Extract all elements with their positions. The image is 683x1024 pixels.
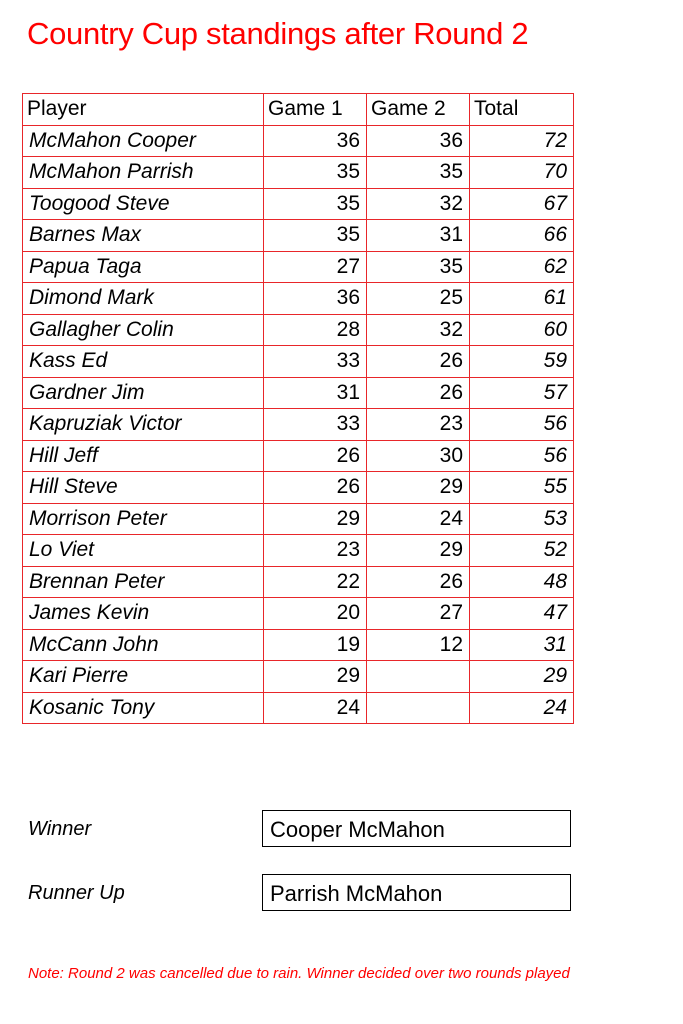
header-player: Player	[23, 94, 264, 126]
game-1-cell: 29	[264, 503, 367, 535]
player-cell: Gallagher Colin	[23, 314, 264, 346]
table-row	[23, 188, 574, 220]
total-cell: 59	[470, 346, 574, 378]
footnote: Note: Round 2 was cancelled due to rain. Winner decided over two rounds played	[28, 965, 570, 982]
game-2-cell	[367, 661, 470, 693]
game-2-cell: 32	[367, 188, 470, 220]
game-1-cell: 35	[264, 157, 367, 189]
game-2-cell: 26	[367, 566, 470, 598]
player-cell: Gardner Jim	[23, 377, 264, 409]
total-cell: 52	[470, 535, 574, 567]
game-2-cell: 12	[367, 629, 470, 661]
table-row	[23, 346, 574, 378]
game-2-cell: 25	[367, 283, 470, 315]
total-cell: 57	[470, 377, 574, 409]
runner-up-label: Runner Up	[28, 882, 125, 904]
total-cell: 29	[470, 661, 574, 693]
player-cell: James Kevin	[23, 598, 264, 630]
game-1-cell: 23	[264, 535, 367, 567]
table-row	[23, 535, 574, 567]
game-2-cell: 30	[367, 440, 470, 472]
game-2-cell: 31	[367, 220, 470, 252]
header-game-1: Game 1	[264, 94, 367, 126]
total-cell: 55	[470, 472, 574, 504]
game-2-cell: 24	[367, 503, 470, 535]
game-1-cell: 31	[264, 377, 367, 409]
game-1-cell: 24	[264, 692, 367, 724]
game-1-cell: 29	[264, 661, 367, 693]
player-cell: McMahon Parrish	[23, 157, 264, 189]
game-1-cell: 36	[264, 125, 367, 157]
total-cell: 56	[470, 409, 574, 441]
table-row	[23, 377, 574, 409]
total-cell: 61	[470, 283, 574, 315]
game-1-cell: 36	[264, 283, 367, 315]
total-cell: 47	[470, 598, 574, 630]
game-1-cell: 22	[264, 566, 367, 598]
player-cell: Lo Viet	[23, 535, 264, 567]
table-row	[23, 251, 574, 283]
game-1-cell: 35	[264, 220, 367, 252]
game-2-cell	[367, 692, 470, 724]
winner-box: Cooper McMahon	[262, 810, 571, 847]
game-1-cell: 28	[264, 314, 367, 346]
player-cell: Toogood Steve	[23, 188, 264, 220]
total-cell: 67	[470, 188, 574, 220]
player-cell: Kass Ed	[23, 346, 264, 378]
game-1-cell: 27	[264, 251, 367, 283]
game-1-cell: 35	[264, 188, 367, 220]
player-cell: Dimond Mark	[23, 283, 264, 315]
table-row	[23, 661, 574, 693]
game-2-cell: 23	[367, 409, 470, 441]
game-2-cell: 26	[367, 346, 470, 378]
table-row	[23, 283, 574, 315]
game-1-cell: 19	[264, 629, 367, 661]
total-cell: 70	[470, 157, 574, 189]
total-cell: 24	[470, 692, 574, 724]
header-total: Total	[470, 94, 574, 126]
game-1-cell: 20	[264, 598, 367, 630]
game-2-cell: 29	[367, 535, 470, 567]
total-cell: 60	[470, 314, 574, 346]
page-title: Country Cup standings after Round 2	[27, 16, 529, 51]
total-cell: 48	[470, 566, 574, 598]
standings-table	[22, 93, 574, 724]
table-row	[23, 598, 574, 630]
table-row	[23, 157, 574, 189]
total-cell: 66	[470, 220, 574, 252]
game-2-cell: 26	[367, 377, 470, 409]
player-cell: Kapruziak Victor	[23, 409, 264, 441]
total-cell: 72	[470, 125, 574, 157]
game-2-cell: 29	[367, 472, 470, 504]
table-row	[23, 692, 574, 724]
game-2-cell: 32	[367, 314, 470, 346]
runner-up-box: Parrish McMahon	[262, 874, 571, 911]
player-cell: Kosanic Tony	[23, 692, 264, 724]
game-1-cell: 26	[264, 472, 367, 504]
total-cell: 56	[470, 440, 574, 472]
player-cell: Morrison Peter	[23, 503, 264, 535]
player-cell: Brennan Peter	[23, 566, 264, 598]
game-2-cell: 35	[367, 157, 470, 189]
table-row	[23, 503, 574, 535]
game-2-cell: 35	[367, 251, 470, 283]
player-cell: Hill Jeff	[23, 440, 264, 472]
player-cell: Hill Steve	[23, 472, 264, 504]
game-1-cell: 33	[264, 346, 367, 378]
player-cell: McCann John	[23, 629, 264, 661]
game-1-cell: 26	[264, 440, 367, 472]
table-row	[23, 409, 574, 441]
table-row	[23, 440, 574, 472]
table-row	[23, 220, 574, 252]
player-cell: Kari Pierre	[23, 661, 264, 693]
total-cell: 62	[470, 251, 574, 283]
game-2-cell: 27	[367, 598, 470, 630]
total-cell: 53	[470, 503, 574, 535]
table-row	[23, 566, 574, 598]
player-cell: Papua Taga	[23, 251, 264, 283]
table-row	[23, 629, 574, 661]
game-2-cell: 36	[367, 125, 470, 157]
table-row	[23, 472, 574, 504]
header-game-2: Game 2	[367, 94, 470, 126]
table-row	[23, 125, 574, 157]
player-cell: McMahon Cooper	[23, 125, 264, 157]
player-cell: Barnes Max	[23, 220, 264, 252]
table-row	[23, 314, 574, 346]
total-cell: 31	[470, 629, 574, 661]
game-1-cell: 33	[264, 409, 367, 441]
winner-label: Winner	[28, 818, 92, 840]
table-header-row	[23, 94, 574, 126]
